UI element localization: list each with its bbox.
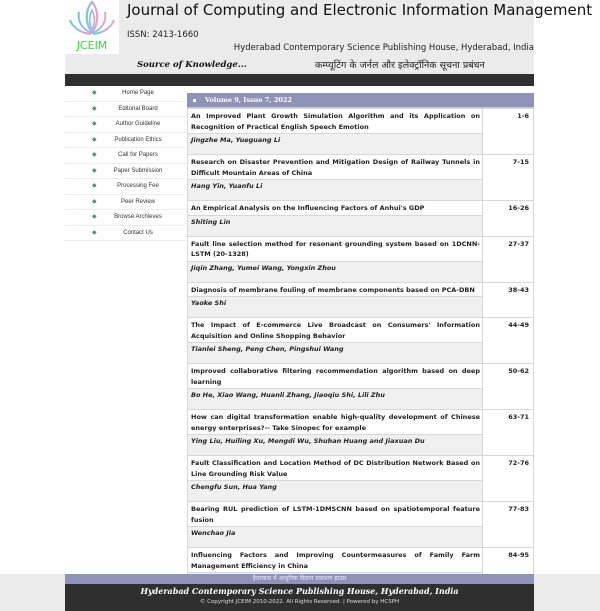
- square-bullet-icon: [193, 99, 196, 102]
- sidebar-item-processing-fee[interactable]: [65, 179, 186, 195]
- header-dark-bar: [65, 74, 534, 86]
- sidebar-item-label: Call for Papers: [118, 152, 158, 159]
- article-title-link[interactable]: Research on Disaster Prevention and Mitigation Design of Railway Tunnels in Difficult Mountain Areas of China: [188, 155, 482, 180]
- article-authors: Hang Yin, Yuanfu Li: [188, 180, 482, 200]
- bullet-icon: ◆: [92, 136, 97, 143]
- article-authors: Tianlei Sheng, Peng Chen, Pingshui Wang: [188, 343, 482, 363]
- article-pages: 7-15: [483, 155, 534, 201]
- article-authors: Yaoke Shi: [188, 297, 482, 317]
- sidebar-item-label: Processing Fee: [117, 183, 159, 190]
- footer-publisher-name: Hyderabad Contemporary Science Publishing House, Hyderabad, India: [140, 586, 459, 596]
- article-pages: 63-71: [483, 410, 534, 456]
- slogan: Source of Knowledge...: [137, 60, 247, 70]
- article-pages: 50-62: [483, 364, 534, 410]
- lotus-icon: [67, 0, 117, 40]
- journal-title: Journal of Computing and Electronic Information Management: [127, 1, 593, 19]
- articles-table: [187, 108, 534, 594]
- sidebar-item-label: Home Page: [122, 90, 154, 97]
- article-authors: Jingzhe Ma, Yueguang Li: [188, 134, 482, 154]
- bullet-icon: ◆: [92, 167, 97, 174]
- article-authors: Shiting Lin: [188, 216, 482, 236]
- article-pages: 77-83: [483, 502, 534, 548]
- table-row: [188, 456, 534, 502]
- sidebar-item-author-guideline[interactable]: [65, 117, 186, 133]
- sidebar-item-paper-submission[interactable]: [65, 164, 186, 180]
- site-header: [65, 0, 593, 74]
- journal-logo[interactable]: [65, 0, 119, 54]
- bullet-icon: ◆: [92, 90, 97, 97]
- sidebar-item-label: Editorial Board: [118, 105, 158, 112]
- table-row: [188, 318, 534, 364]
- article-title-link[interactable]: Bearing RUL prediction of LSTM-1DMSCNN based on spatiotemporal feature fusion: [188, 502, 482, 527]
- article-title-link[interactable]: Influencing Factors and Improving Countermeasures of Family Farm Management Efficiency in China: [188, 548, 482, 573]
- sidebar-item-label: Publication Ethics: [114, 136, 162, 143]
- sidebar-nav: [65, 86, 186, 241]
- sidebar-item-contact-us[interactable]: [65, 226, 186, 242]
- bullet-icon: ◆: [92, 121, 97, 128]
- article-title-link[interactable]: An Improved Plant Growth Simulation Algorithm and its Application on Recognition of Practical English Speech Emotion: [188, 109, 482, 134]
- article-pages: 44-49: [483, 318, 534, 364]
- article-authors: Chengfu Sun, Hua Yang: [188, 481, 482, 501]
- sidebar-item-browse-archieves[interactable]: [65, 210, 186, 226]
- issue-header: [187, 93, 534, 108]
- article-authors: Bo He, Xiao Wang, Huanli Zhang, Jiaoqiu Shi, Lili Zhu: [188, 389, 482, 409]
- article-title-link[interactable]: Fault line selection method for resonant grounding system based on 1DCNN-LSTM (20-1328): [188, 237, 482, 262]
- article-pages: 16-26: [483, 201, 534, 237]
- sidebar-item-label: Author Guideline: [115, 121, 161, 128]
- hindi-title: कम्प्यूटिंग के जर्नल और इलेक्ट्रॉनिक सूचना प्रबंधन: [315, 60, 485, 71]
- table-row: [188, 502, 534, 548]
- page-container: [65, 0, 593, 570]
- table-row: [188, 282, 534, 318]
- article-pages: 84-95: [483, 548, 534, 594]
- article-pages: 38-43: [483, 282, 534, 318]
- article-authors: Wenchao Jia: [188, 527, 482, 547]
- sidebar-item-call-for-papers[interactable]: [65, 148, 186, 164]
- table-row: [188, 109, 534, 155]
- sidebar-item-label: Paper Submission: [113, 167, 163, 174]
- article-title-link[interactable]: Fault Classification and Location Method of DC Distribution Network Based on Line Grounding Risk Value: [188, 456, 482, 481]
- article-pages: 72-76: [483, 456, 534, 502]
- bullet-icon: ◆: [92, 183, 97, 190]
- sidebar-item-home-page[interactable]: [65, 86, 186, 102]
- article-pages: 1-6: [483, 109, 534, 155]
- article-title-link[interactable]: The Impact of E-commerce Live Broadcast on Consumers' Information Acquisition and Online Shopping Behavior: [188, 318, 482, 343]
- bullet-icon: ◆: [92, 152, 97, 159]
- issn: ISSN: 2413-1660: [127, 30, 199, 40]
- footer-copyright: © Copyright JCEIM 2010-2022. All Rights Reserved. | Powered by HCSPH: [199, 599, 400, 605]
- article-title-link[interactable]: An Empirical Analysis on the Influencing Factors of Anhui's GDP: [188, 201, 482, 216]
- footer-hindi-bar: हैदराबाद में आधुनिक विज्ञान प्रकाशन हाउस: [65, 574, 534, 584]
- bullet-icon: ◆: [92, 105, 97, 112]
- bullet-icon: ◆: [92, 198, 97, 205]
- sidebar-item-label: Contact Us: [123, 229, 153, 236]
- article-authors: Jiqin Zhang, Yumei Wang, Yongxin Zhou: [188, 262, 482, 282]
- article-authors: Ying Liu, Huiling Xu, Mengdi Wu, Shuhan Huang and Jiaxuan Du: [188, 435, 482, 455]
- table-row: [188, 236, 534, 282]
- issue-label: Volume 9, Issue 7, 2022: [205, 96, 292, 104]
- logo-text: JCEIM: [76, 39, 108, 52]
- bullet-icon: ◆: [92, 214, 97, 221]
- article-title-link[interactable]: Improved collaborative filtering recommendation algorithm based on deep learning: [188, 364, 482, 389]
- table-row: [188, 410, 534, 456]
- site-footer: [65, 584, 534, 611]
- table-row: [188, 364, 534, 410]
- issue-content: [187, 93, 534, 594]
- bullet-icon: ◆: [92, 229, 97, 236]
- article-title-link[interactable]: Diagnosis of membrane fouling of membrane components based on PCA-DBN: [188, 283, 482, 298]
- article-title-link[interactable]: How can digital transformation enable high-quality development of Chinese energy enterprises?-- Take Sinopec for example: [188, 410, 482, 435]
- article-pages: 27-37: [483, 236, 534, 282]
- table-row: [188, 201, 534, 237]
- sidebar-item-peer-review[interactable]: [65, 195, 186, 211]
- sidebar-item-publication-ethics[interactable]: [65, 133, 186, 149]
- sidebar-item-label: Peer Review: [120, 198, 155, 205]
- sidebar-item-editorial-board[interactable]: [65, 102, 186, 118]
- table-row: [188, 155, 534, 201]
- publisher-name: Hyderabad Contemporary Science Publishing House, Hyderabad, India: [233, 43, 534, 53]
- sidebar-item-label: Browse Archieves: [114, 214, 162, 221]
